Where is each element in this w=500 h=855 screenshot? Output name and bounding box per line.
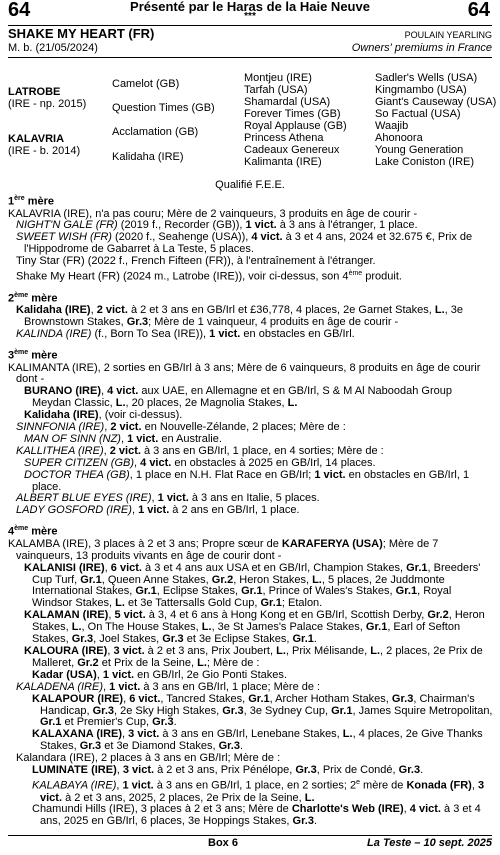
gen4-1: Sadler's Wells (USA) — [375, 72, 478, 84]
stars: *** — [244, 11, 256, 22]
dam-1-produce: Shake My Heart (FR) (2024 m., Latrobe (IRE)), voir ci-dessus, son 4ème produit. — [16, 270, 402, 283]
dam-2-produce: KALINDA (IRE) (f., Born To Sea (IRE)), 1 vict. en obstacles en GB/Irl. — [16, 328, 355, 341]
lot-number-right: 64 — [467, 0, 490, 21]
horse-sub-row — [8, 42, 492, 56]
horse-type: POULAIN YEARLING — [404, 30, 492, 40]
section-4th-dam: 4ème mère — [8, 525, 58, 538]
pedigree-rule — [8, 57, 492, 58]
gen3-4: Forever Times (GB) — [244, 108, 341, 120]
gen3-5: Royal Applause (GB) — [244, 120, 347, 132]
gen3-8: Kalimanta (IRE) — [244, 156, 322, 168]
sex-birth: M. b. (21/05/2024) — [8, 42, 98, 54]
gen4-6: Ahonoora — [375, 132, 423, 144]
gen2-2: Question Times (GB) — [112, 102, 215, 114]
dam-1-produce: NIGHT'N GALE (FR) (2019 f., Recorder (GB)), 1 vict. à 3 ans à l'étranger, 1 place. — [16, 219, 418, 232]
gen3-3: Shamardal (USA) — [244, 96, 331, 108]
qualified-fee: Qualifié F.E.E. — [215, 179, 285, 191]
sire-name: LATROBE — [8, 86, 61, 98]
section-2nd-dam: 2ème mère — [8, 291, 58, 305]
gen2-3: Acclamation (GB) — [112, 126, 199, 138]
horse-title-row — [8, 27, 492, 41]
dam-3-grandproduce: SUPER CITIZEN (GB), 4 vict. en obstacles à 2025 en GB/Irl, 14 places. — [24, 456, 376, 469]
presented-by: Présenté par le Haras de la Haie Neuve — [130, 0, 370, 14]
dam-4-grandproduce: KALAPOUR (IRE), 6 vict., Tancred Stakes, Gr.1, Archer Hotham Stakes, Gr.3, Chairman's Handicap, Gr.3, 2e Sky High Stakes, Gr.3, 3e Sydney Cup, Gr.1, James Squire Metropolitan, Gr.1 et Premier's Cup, Gr.3. — [32, 692, 493, 729]
dam-4-grandproduce: KALAXANA (IRE), 3 vict. à 3 ans en GB/Irl, Lenebane Stakes, L., 4 places, 2e Give Thanks Stakes, Gr.3 et 3e Diamond Stakes, Gr.3. — [32, 728, 483, 753]
gen3-1: Montjeu (IRE) — [244, 72, 312, 84]
dam-info: (IRE - b. 2014) — [8, 145, 81, 157]
dam-1-produce: SWEET WISH (FR) (2020 f., Seahenge (USA)), 4 vict. à 3 et 4 ans, 2024 et 32.675 €, Prix de l'Hippodrome de Gabarret à La Teste, 5 places. — [16, 231, 473, 256]
dam-1-summary: KALAVRIA (IRE), n'a pas couru; Mère de 2 vainqueurs, 3 produits en âge de courir - — [8, 207, 418, 220]
dam-3-summary: KALIMANTA (IRE), 2 sorties en GB/Irl à 3 ans; Mère de 6 vainqueurs, 8 produits en âge de courir dont - — [8, 361, 481, 386]
gen2-1: Camelot (GB) — [112, 78, 180, 90]
section-3rd-dam: 3ème mère — [8, 348, 58, 362]
dam-3-produce: BURANO (IRE), 4 vict. aux UAE, en Allemagne et en GB/Irl, S & M Al Naboodah Group Meydan Classic, L., 20 places, 2e Magnolia Stakes, L. — [24, 385, 452, 410]
dam-1-produce: Tiny Star (FR) (2022 f., French Fifteen (FR)), à l'entraînement à l'étranger. — [16, 255, 376, 268]
dam-3-produce: SINNFONIA (IRE), 2 vict. en Nouvelle-Zélande, 2 places; Mère de : — [16, 421, 346, 434]
footer-rule — [8, 835, 492, 836]
dam-3-produce: KALLITHEA (IRE), 2 vict. à 3 ans en GB/Irl, 1 place, en 4 sorties; Mère de : — [16, 444, 384, 457]
dam-4-produce: KALAMAN (IRE), 5 vict. à 3, 4 et 6 ans à Hong Kong et en GB/Irl, Scottish Derby, Gr.2, Heron Stakes, L., On The House Stakes, L., 3e St James's Palace Stakes, Gr.1, Earl of Sefton Stakes, Gr.3, Joel Stakes, Gr.3 et 3e Eclipse Stakes, Gr.1. — [24, 609, 485, 646]
dam-4-summary: KALAMBA (IRE), 3 places à 2 et 3 ans; Propre sœur de KARAFERYA (USA); Mère de 7 vainqueurs, 13 produits vivants en âge de courir dont - — [8, 537, 439, 562]
gen4-2: Kingmambo (USA) — [375, 84, 467, 96]
sale-place-date: La Teste – 10 sept. 2025 — [367, 837, 492, 849]
horse-name: SHAKE MY HEART (FR) — [8, 26, 155, 41]
dam-3-grandproduce: DOCTOR THEA (GB), 1 place en N.H. Flat Race en GB/Irl; 1 vict. en obstacles en GB/Irl, 1 place. — [24, 468, 470, 493]
sire-info: (IRE - np. 2015) — [8, 98, 87, 110]
dam-name: KALAVRIA — [8, 133, 65, 145]
dam-4-produce: KALOURA (IRE), 3 vict. à 2 et 3 ans, Prix Joubert, L., Prix Mélisande, L., 2 places, 2e Prix de Malleret, Gr.2 et Prix de la Seine, L.; Mère de : — [24, 645, 483, 669]
gen4-7: Young Generation — [375, 144, 464, 156]
dam-3-produce: Kalidaha (IRE), (voir ci-dessus). — [24, 409, 183, 422]
dam-4-grandproduce: Chamundi Hills (IRE), 3 places à 2 et 3 ans; Mère de Charlotte's Web (IRE), 4 vict. à 3 et 4 ans, 2025 en GB/Irl, 6 places, 3e Hoppings Stakes, Gr.3. — [32, 803, 481, 828]
page-header — [0, 0, 500, 24]
owners-premiums: Owners' premiums in France — [351, 42, 492, 54]
gen4-8: Lake Coniston (IRE) — [375, 156, 475, 168]
dam-4-grandproduce: KALABAYA (IRE), 1 vict. à 3 ans en GB/Irl, 1 place, en 2 sorties; 2e mère de Konada (FR), 3 vict. à 2 et 3 ans, 2025, 2 places, 2e Prix de la Seine, L. — [32, 778, 485, 804]
dam-4-produce: Kalandara (IRE), 2 places à 3 ans en GB/Irl; Mère de : — [16, 752, 281, 765]
lot-number-left: 64 — [8, 0, 31, 21]
gen4-4: So Factual (USA) — [375, 108, 461, 120]
dam-4-grandproduce: Kadar (USA), 1 vict. en GB/Irl, 2e Gio Ponti Stakes. — [32, 668, 287, 681]
dam-3-produce: LADY GOSFORD (IRE), 1 vict. à 2 ans en GB/Irl, 1 place. — [16, 504, 300, 517]
dam-2-summary: Kalidaha (IRE), 2 vict. à 2 et 3 ans en GB/Irl et £36,778, 4 places, 2e Garnet Stakes, L., 3e Brownstown Stakes, Gr.3; Mère de 1 vainqueur, 4 produits en âge de courir - — [16, 304, 463, 329]
dam-3-grandproduce: MAN OF SINN (NZ), 1 vict. en Australie. — [24, 432, 222, 445]
section-1st-dam: 1ère mère — [8, 195, 54, 208]
produce-record — [8, 193, 494, 828]
gen3-6: Princess Athena — [244, 132, 324, 144]
dam-4-produce: KALANISI (IRE), 6 vict. à 3 et 4 ans aux USA et en GB/Irl, Champion Stakes, Gr.1, Breeders' Cup Turf, Gr.1, Queen Anne Stakes, Gr.2, Heron Stakes, L., 5 places, 2e Juddmonte International Stakes, Gr.1, Eclipse Stakes, Gr.1, Prince of Wales's Stakes, Gr.1, Royal Windsor Stakes, L. et 3e Tattersalls Gold Cup, Gr.1; Etalon. — [24, 561, 481, 610]
gen2-4: Kalidaha (IRE) — [112, 151, 184, 163]
dam-3-produce: ALBERT BLUE EYES (IRE), 1 vict. à 3 ans en Italie, 5 places. — [16, 492, 320, 505]
gen3-7: Cadeaux Genereux — [244, 144, 340, 156]
gen4-5: Waajib — [375, 120, 409, 132]
box-number: Box 6 — [208, 837, 238, 849]
dam-4-grandproduce: LUMINATE (IRE), 3 vict. à 2 et 3 ans, Prix Pénélope, Gr.3, Prix de Condé, Gr.3. — [32, 764, 424, 777]
gen3-2: Tarfah (USA) — [244, 84, 308, 96]
dam-4-produce: KALADENA (IRE), 1 vict. à 3 ans en GB/Irl, 1 place; Mère de : — [16, 680, 321, 693]
gen4-3: Giant's Causeway (USA) — [375, 96, 497, 108]
